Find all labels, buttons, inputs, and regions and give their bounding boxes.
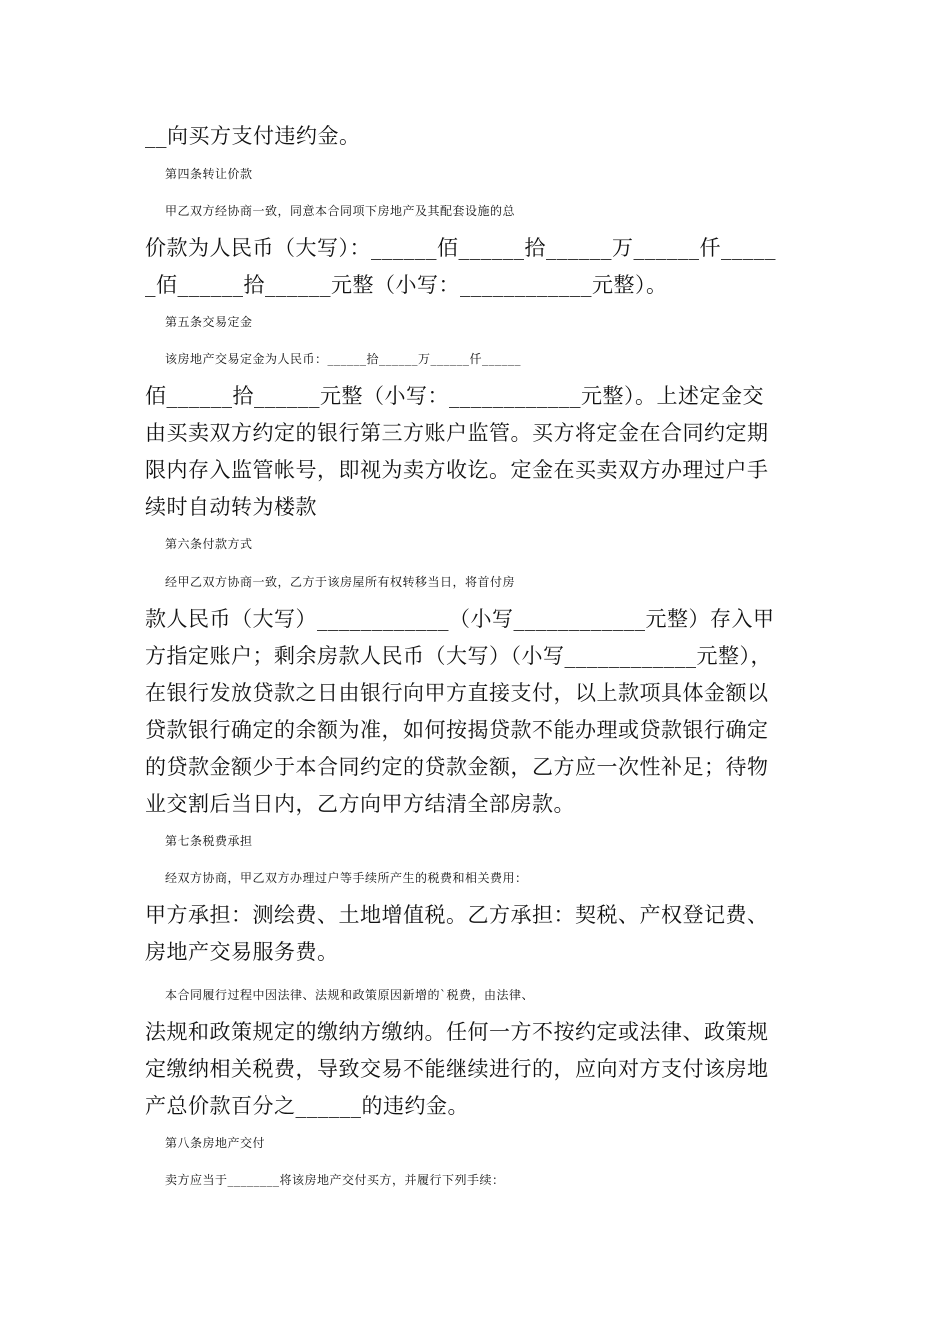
text-line: 由买卖双方约定的银行第三方账户监管。买方将定金在合同约定期 (145, 421, 769, 445)
text-line: 经双方协商，甲乙双方办理过户等手续所产生的税费和相关费用： (165, 871, 528, 885)
text-line: 贷款银行确定的余额为准，如何按揭贷款不能办理或贷款银行确定 (145, 718, 769, 742)
section-heading-8: 第八条房地产交付 (165, 1136, 266, 1150)
section-heading-5: 第五条交易定金 (165, 315, 253, 329)
text-line: __向买方支付违约金。 (145, 124, 361, 148)
text-line: 方指定账户；剩余房款人民币（大写）（小写____________元整）， (145, 644, 772, 668)
text-line: 定缴纳相关税费，导致交易不能继续进行的，应向对方支付该房地 (145, 1057, 769, 1081)
text-line: 卖方应当于________将该房地产交付买方，并履行下列手续： (165, 1173, 505, 1187)
section-heading-6: 第六条付款方式 (165, 537, 253, 551)
text-line: 法规和政策规定的缴纳方缴纳。任何一方不按约定或法律、政策规 (145, 1020, 769, 1044)
section-heading-4: 第四条转让价款 (165, 167, 253, 181)
text-line: 款人民币（大写）____________（小写____________元整）存入甲 (145, 607, 775, 631)
text-line: 该房地产交易定金为人民币：______拾______万______仟______ (165, 352, 522, 366)
text-line: 产总价款百分之______的违约金。 (145, 1094, 469, 1118)
text-line: 限内存入监管帐号，即视为卖方收讫。定金在买卖双方办理过户手 (145, 458, 769, 482)
text-line: 在银行发放贷款之日由银行向甲方直接支付，以上款项具体金额以 (145, 681, 769, 705)
text-line: 房地产交易服务费。 (145, 940, 339, 964)
text-line: _佰______拾______元整（小写：____________元整）。 (145, 273, 668, 297)
text-line: 本合同履行过程中因法律、法规和政策原因新增的`税费，由法律、 (165, 988, 535, 1002)
text-line: 的贷款金额少于本合同约定的贷款金额，乙方应一次性补足；待物 (145, 755, 769, 779)
text-line: 价款为人民币（大写）：______佰______拾______万______仟_____ (145, 236, 776, 260)
text-line: 续时自动转为楼款 (145, 495, 317, 519)
text-line: 甲乙双方经协商一致，同意本合同项下房地产及其配套设施的总 (165, 204, 516, 218)
section-heading-7: 第七条税费承担 (165, 834, 253, 848)
text-line: 经甲乙双方协商一致，乙方于该房屋所有权转移当日，将首付房 (165, 575, 516, 589)
text-line: 佰______拾______元整（小写：____________元整）。上述定金交 (145, 384, 764, 408)
text-line: 业交割后当日内，乙方向甲方结清全部房款。 (145, 792, 575, 816)
text-line: 甲方承担：测绘费、土地增值税。乙方承担：契税、产权登记费、 (145, 903, 769, 927)
